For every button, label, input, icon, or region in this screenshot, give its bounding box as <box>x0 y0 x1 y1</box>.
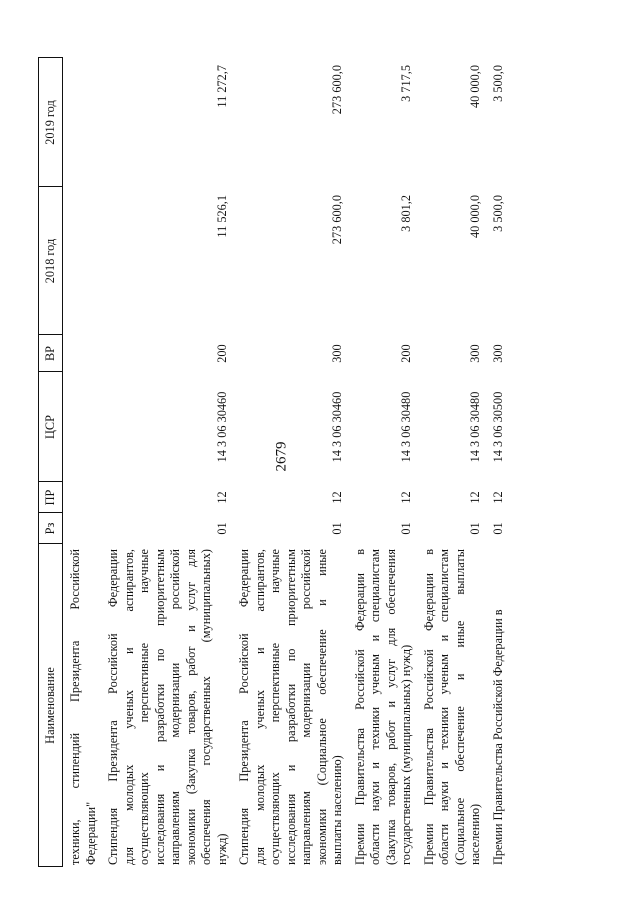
cell-csr: 14 3 06 30460 <box>214 391 229 463</box>
header-rz: Рз <box>42 522 57 535</box>
header-csr: ЦСР <box>42 415 57 439</box>
cell-2019: 3 500,0 <box>490 65 505 102</box>
cell-vr: 200 <box>399 344 413 363</box>
row-name-line: Премии Правительства Российской Федерации в <box>421 549 436 865</box>
row-name-line: населению) <box>468 803 482 865</box>
cell-vr: 300 <box>330 344 344 363</box>
row-name-line: нужд) <box>214 833 229 865</box>
row-name-line: экономики (Закупка товаров, работ и услуг для <box>183 549 198 865</box>
cell-2018: 273 600,0 <box>330 195 344 245</box>
row-name <box>422 549 484 865</box>
cell-csr: 14 3 06 30480 <box>399 391 413 463</box>
row-name-line: исследования и разработки по приоритетным <box>283 549 298 865</box>
cell-csr: 14 3 06 30500 <box>490 391 505 463</box>
row-name-line: области науки и техники ученым и специалистам <box>437 549 451 865</box>
cell-2019: 3 717,5 <box>399 65 413 102</box>
row-name-line: для молодых ученых и аспирантов, <box>252 549 267 865</box>
row-name-line: осуществляющих перспективные научные <box>137 549 151 865</box>
cell-pr: 12 <box>330 491 344 504</box>
row-name-line: Федерации" <box>83 801 98 865</box>
row-name-line: техники, стипендий Президента Российской <box>68 549 82 865</box>
row-name-line: Стипендия Президента Российской Федерации <box>237 549 251 865</box>
row-name-line: для молодых ученых и аспирантов, <box>121 549 136 865</box>
cell-pr: 12 <box>399 491 413 504</box>
row-name-line: области науки и техники ученым и специалистам <box>368 549 382 865</box>
row-name-line: выплаты населению) <box>330 755 344 865</box>
row-name <box>491 549 507 865</box>
row-name <box>106 549 230 865</box>
cell-2019: 40 000,0 <box>468 65 482 109</box>
row-name-line: Стипендия Президента Российской Федерации <box>106 549 120 865</box>
cell-rz: 01 <box>399 522 413 535</box>
cell-2018: 40 000,0 <box>468 195 482 239</box>
cell-rz: 01 <box>490 522 505 535</box>
budget-table <box>38 57 588 867</box>
cell-rz: 01 <box>214 522 229 535</box>
row-name-line: (Социальное обеспечение и иные выплаты <box>452 549 467 865</box>
cell-pr: 12 <box>468 491 482 504</box>
cell-pr: 12 <box>214 491 229 504</box>
row-name-line: государственных (муниципальных) нужд) <box>399 644 413 865</box>
row-name <box>237 549 346 865</box>
row-name-line: направлениям модернизации российской <box>168 549 182 865</box>
cell-rz: 01 <box>468 522 482 535</box>
cell-2018: 3 801,2 <box>399 195 413 232</box>
row-name-line: направлениям модернизации российской <box>299 549 313 865</box>
row-name-line: осуществляющих перспективные научные <box>268 549 282 865</box>
row-name-line: (Закупка товаров, работ и услуг для обеспечения <box>383 549 398 865</box>
row-name-line: экономики (Социальное обеспечение и иные <box>314 549 329 865</box>
row-name-line: Премии Правительства Российской Федерации в <box>352 549 367 865</box>
cell-csr: 14 3 06 30480 <box>468 391 482 463</box>
cell-vr: 300 <box>468 344 482 363</box>
cell-vr: 200 <box>214 344 229 363</box>
row-name <box>353 549 415 865</box>
cell-csr: 14 3 06 30460 <box>330 391 344 463</box>
header-name: Наименование <box>42 667 57 744</box>
cell-pr: 12 <box>490 491 505 504</box>
cell-vr: 300 <box>490 344 505 363</box>
cell-2018: 11 526,1 <box>214 195 229 238</box>
header-pr: ПР <box>42 489 57 506</box>
row-name <box>68 549 99 865</box>
cell-rz: 01 <box>330 522 344 535</box>
row-name-line: Премии Правительства Российской Федерации в <box>490 609 505 865</box>
header-vr: ВР <box>42 345 57 362</box>
cell-2019: 11 272,7 <box>214 65 229 108</box>
header-2018: 2018 год <box>42 238 57 284</box>
row-name-line: обеспечения государственных (муниципальных) <box>199 549 213 865</box>
header-bottom-border <box>62 57 63 867</box>
row-name-line: исследования и разработки по приоритетным <box>152 549 167 865</box>
cell-2018: 3 500,0 <box>490 195 505 232</box>
cell-2019: 273 600,0 <box>330 65 344 115</box>
header-2019: 2019 год <box>42 100 57 145</box>
page-number: 2679 <box>273 441 290 472</box>
